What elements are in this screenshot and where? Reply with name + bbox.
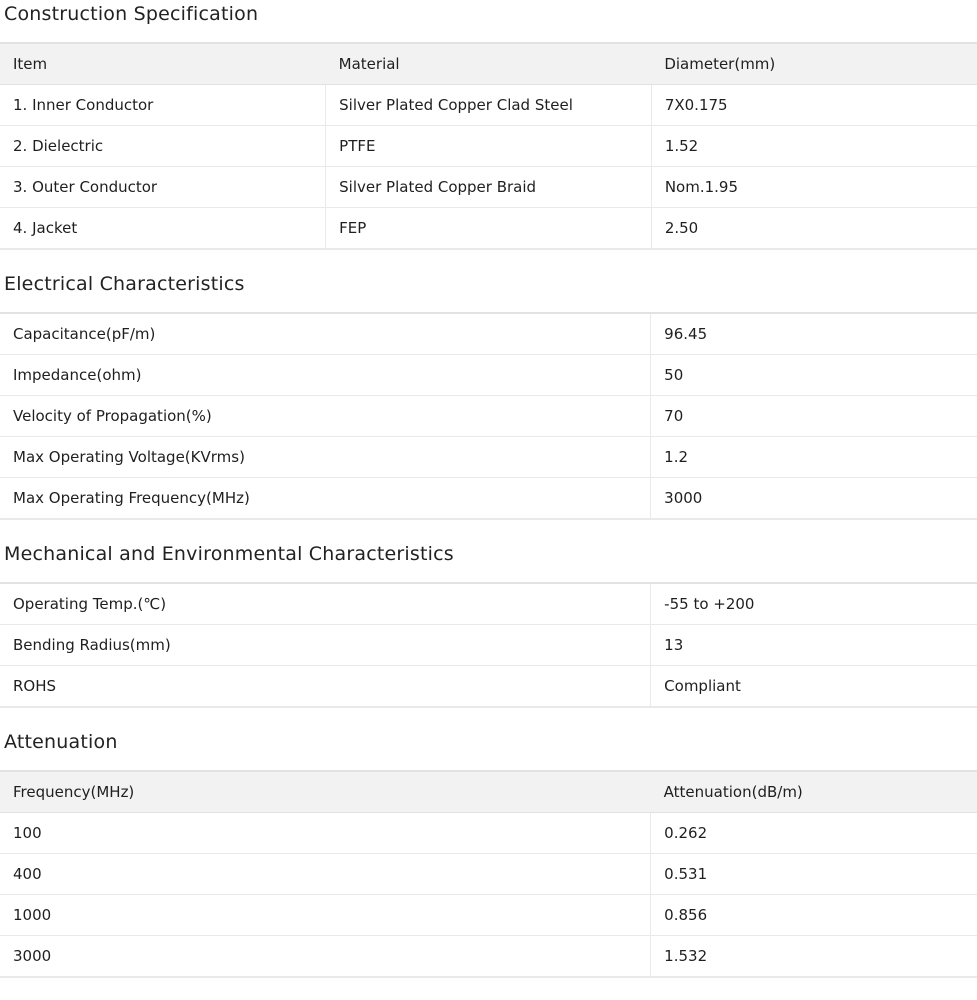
row-value-cell: 0.856: [651, 895, 977, 936]
row-value-cell: -55 to +200: [651, 583, 977, 625]
row-value-cell: 1.532: [651, 936, 977, 978]
column-header: Frequency(MHz): [0, 771, 651, 813]
table-row: [0, 854, 977, 895]
row-label-cell: 1. Inner Conductor: [0, 85, 326, 126]
row-label-cell: 1000: [0, 895, 651, 936]
table-header-row: [0, 771, 977, 813]
table-row: [0, 666, 977, 708]
row-value-cell: Nom.1.95: [651, 167, 977, 208]
row-label-cell: 2. Dielectric: [0, 126, 326, 167]
row-value-cell: 7X0.175: [651, 85, 977, 126]
table-row: [0, 167, 977, 208]
row-value-cell: 0.531: [651, 854, 977, 895]
table-row: [0, 437, 977, 478]
row-value-cell: Silver Plated Copper Braid: [326, 167, 652, 208]
spec-table-construction-specification: [0, 42, 977, 250]
table-row: [0, 813, 977, 854]
row-label-cell: Bending Radius(mm): [0, 625, 651, 666]
row-label-cell: Capacitance(pF/m): [0, 313, 651, 355]
row-label-cell: Operating Temp.(℃): [0, 583, 651, 625]
column-header: Material: [326, 43, 652, 85]
spec-table-mechanical-environmental-characteristics: [0, 582, 977, 708]
row-value-cell: 1.2: [651, 437, 977, 478]
row-label-cell: 3000: [0, 936, 651, 978]
table-row: [0, 895, 977, 936]
row-label-cell: Max Operating Frequency(MHz): [0, 478, 651, 520]
column-header: Item: [0, 43, 326, 85]
row-value-cell: 3000: [651, 478, 977, 520]
table-row: [0, 208, 977, 250]
section-title-electrical-characteristics: Electrical Characteristics: [4, 273, 245, 295]
table-header-row: [0, 43, 977, 85]
table-row: [0, 85, 977, 126]
row-value-cell: 2.50: [651, 208, 977, 250]
section-title-construction-specification: Construction Specification: [4, 3, 259, 25]
row-label-cell: 100: [0, 813, 651, 854]
column-header: Attenuation(dB/m): [651, 771, 977, 813]
row-label-cell: 3. Outer Conductor: [0, 167, 326, 208]
table-row: [0, 583, 977, 625]
row-value-cell: Compliant: [651, 666, 977, 708]
row-label-cell: 400: [0, 854, 651, 895]
table-row: [0, 126, 977, 167]
table-row: [0, 625, 977, 666]
section-title-attenuation: Attenuation: [4, 731, 118, 753]
row-value-cell: PTFE: [326, 126, 652, 167]
row-value-cell: 70: [651, 396, 977, 437]
spec-table-electrical-characteristics: [0, 312, 977, 520]
table-row: [0, 478, 977, 520]
row-value-cell: 96.45: [651, 313, 977, 355]
row-label-cell: Max Operating Voltage(KVrms): [0, 437, 651, 478]
row-label-cell: Impedance(ohm): [0, 355, 651, 396]
section-title-mechanical-environmental-characteristics: Mechanical and Environmental Characteristics: [4, 543, 454, 565]
spec-table-attenuation: [0, 770, 977, 978]
row-value-cell: Silver Plated Copper Clad Steel: [326, 85, 652, 126]
column-header: Diameter(mm): [651, 43, 977, 85]
row-value-cell: 50: [651, 355, 977, 396]
row-value-cell: 1.52: [651, 126, 977, 167]
row-value-cell: FEP: [326, 208, 652, 250]
row-label-cell: Velocity of Propagation(%): [0, 396, 651, 437]
table-row: [0, 396, 977, 437]
table-row: [0, 313, 977, 355]
row-value-cell: 0.262: [651, 813, 977, 854]
row-label-cell: ROHS: [0, 666, 651, 708]
table-row: [0, 355, 977, 396]
row-value-cell: 13: [651, 625, 977, 666]
row-label-cell: 4. Jacket: [0, 208, 326, 250]
table-row: [0, 936, 977, 978]
